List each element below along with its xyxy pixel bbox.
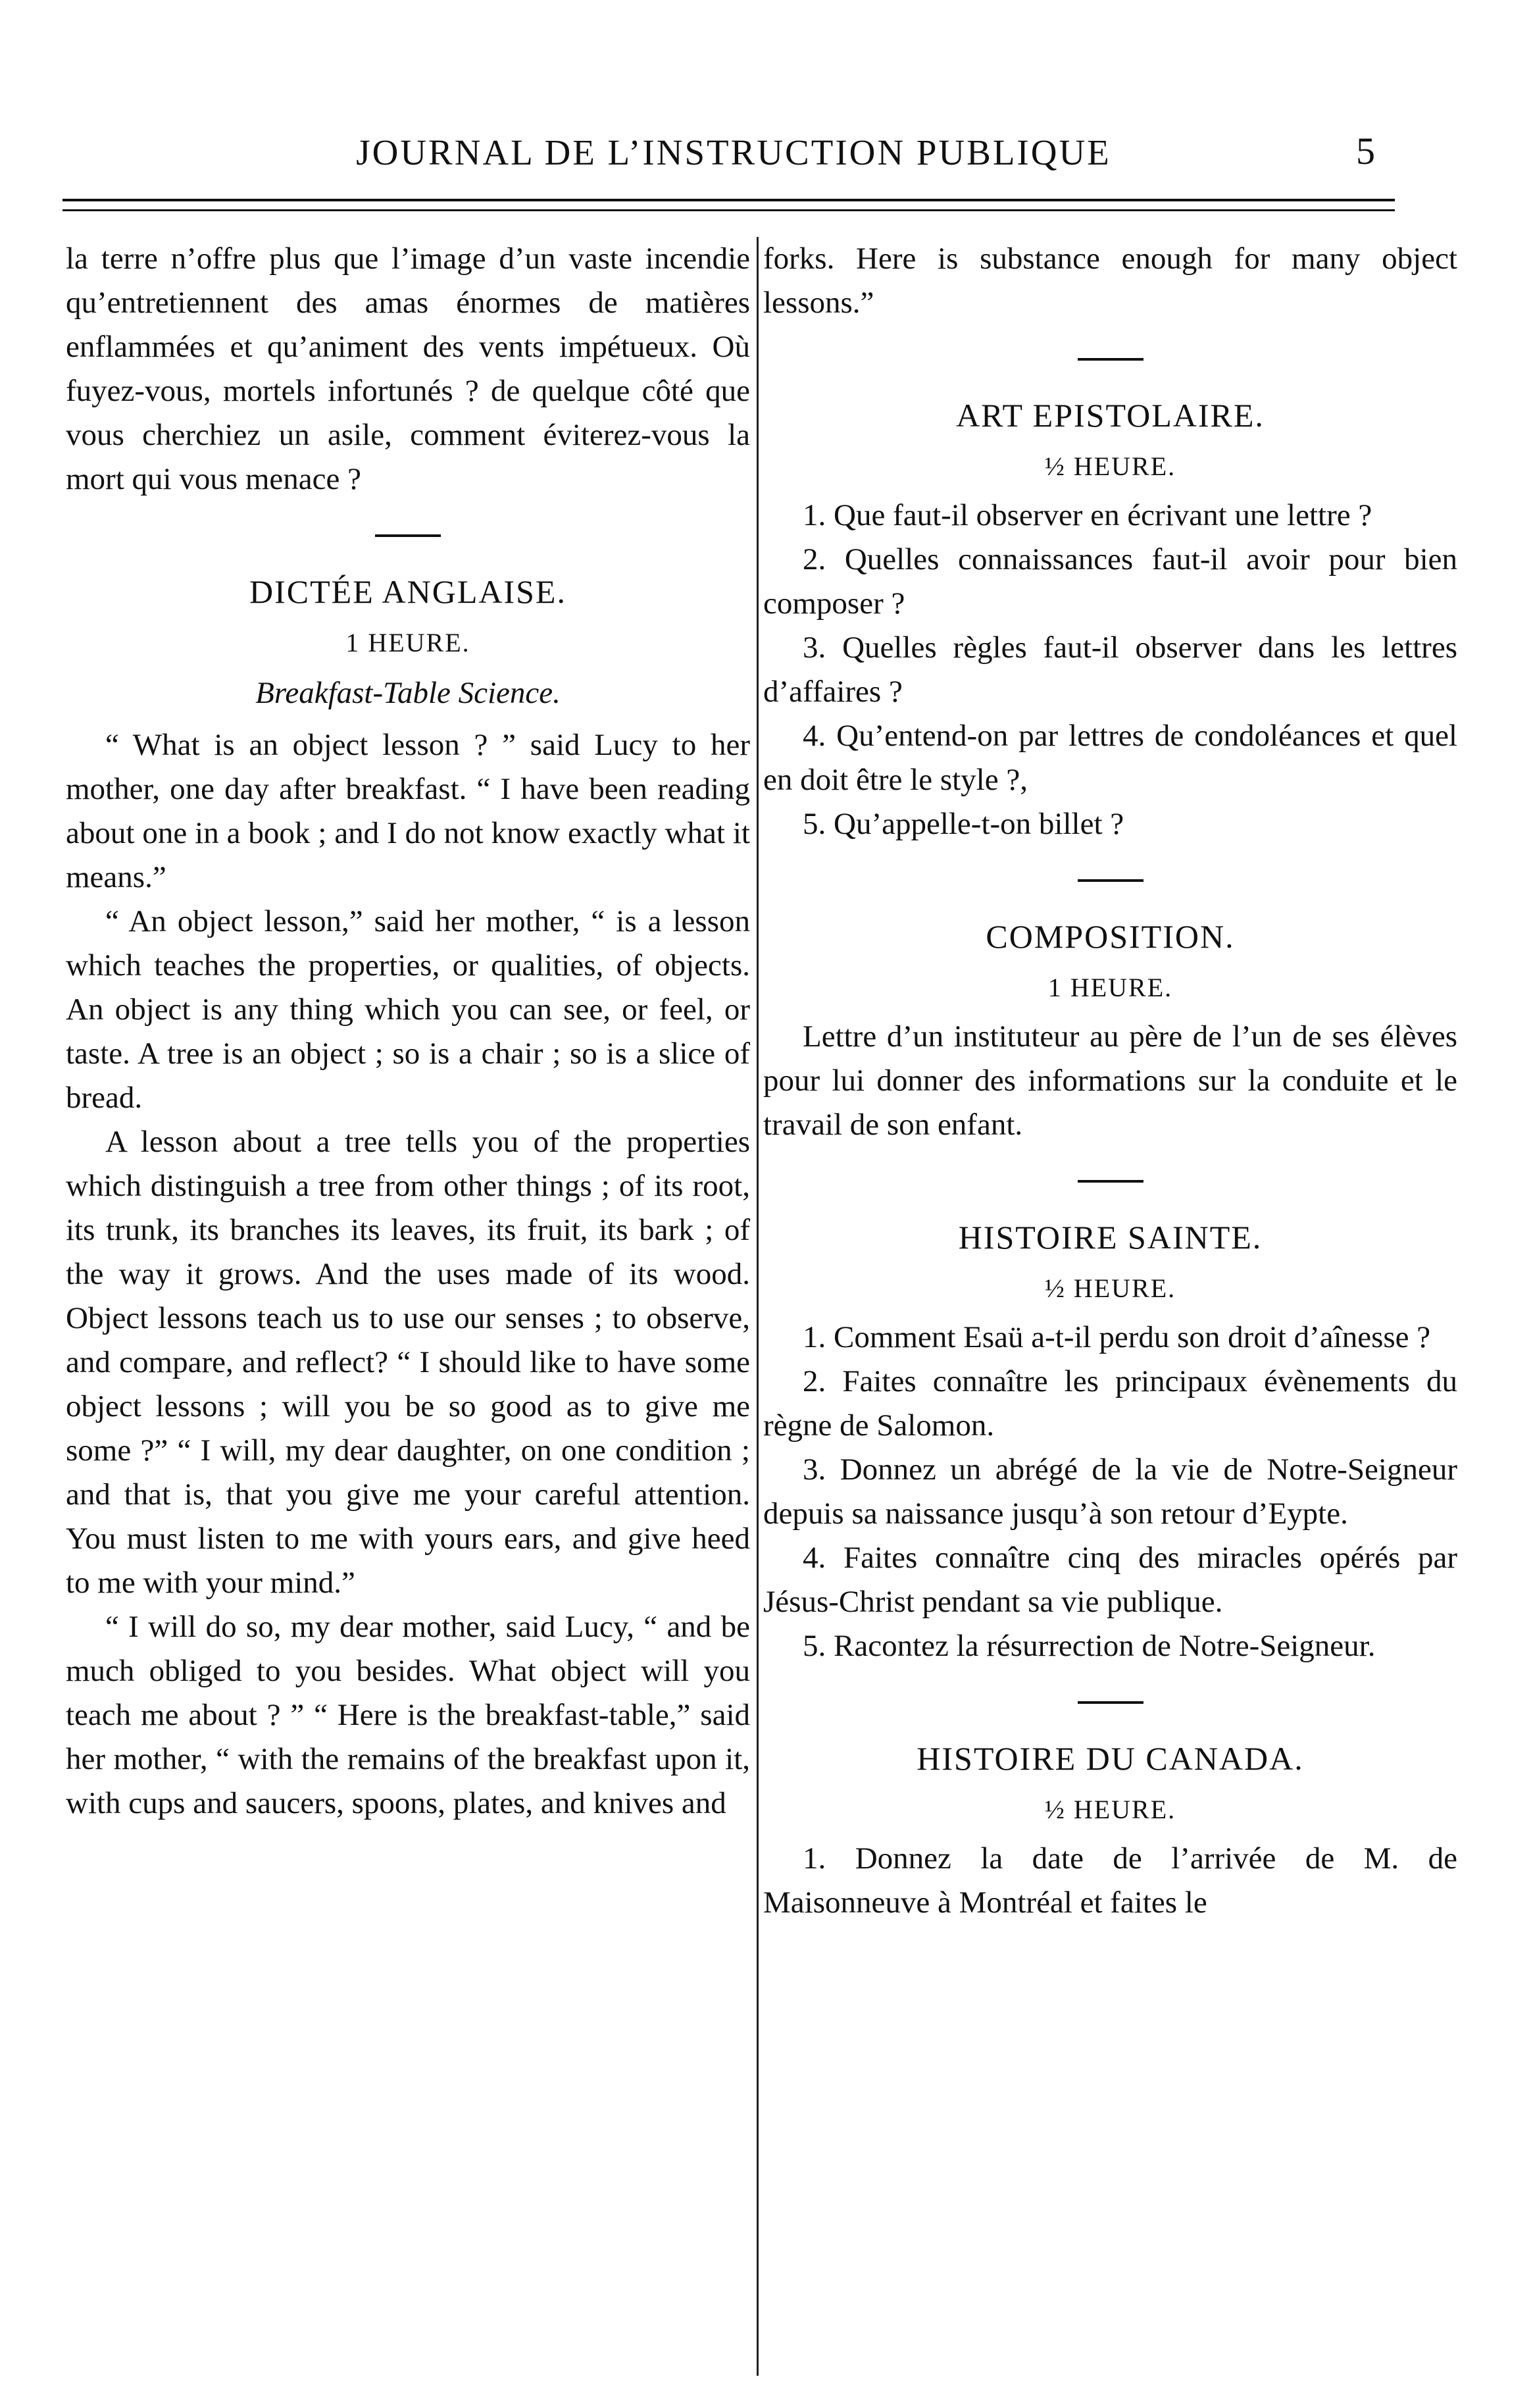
- dictee-subtitle: Breakfast-Table Science.: [255, 676, 561, 710]
- exam-question: 5. Qu’appelle-t-on billet ?: [803, 807, 1124, 841]
- intro-paragraph: la terre n’offre plus que l’image d’un vaste incendie qu’entretiennent des amas énormes de matières enflammées et qu’animent des vents impétueux. Où fuyez-vous, mortels infortunés ? de quelque côté que vous cherchiez un asile, comment éviterez-vous la mort qui vous menace ?: [66, 242, 750, 496]
- exam-question: 2. Quelles connaissances faut-il avoir pour bien composer ?: [763, 542, 1457, 621]
- dictee-paragraph: “ What is an object lesson ? ” said Lucy to her mother, one day after breakfast. “ I have been reading about one in a book ; and I do not know exactly what it means.”: [66, 728, 750, 894]
- section-duration: ½ HEURE.: [1044, 1273, 1176, 1303]
- exam-question: 4. Faites connaître cinq des miracles opérés par Jésus-Christ pendant sa vie publique.: [763, 1541, 1457, 1619]
- section-duration: ½ HEURE.: [1044, 1795, 1176, 1824]
- exam-question: 1. Donnez la date de l’arrivée de M. de Maisonneuve à Montréal et faites le: [763, 1841, 1457, 1920]
- section-duration: ½ HEURE.: [1044, 451, 1176, 481]
- right-column: [743, 237, 1457, 1925]
- running-head: [0, 125, 1533, 184]
- section-title-dictee-anglaise: DICTÉE ANGLAISE.: [249, 573, 566, 610]
- journal-title: JOURNAL DE L’INSTRUCTION PUBLIQUE: [356, 132, 1111, 172]
- section-separator: [1078, 1180, 1143, 1183]
- section-title-art-epistolaire: ART EPISTOLAIRE.: [956, 397, 1265, 434]
- header-rule-top: [63, 199, 1395, 201]
- section-title-composition: COMPOSITION.: [986, 918, 1235, 955]
- section-title-histoire-sainte: HISTOIRE SAINTE.: [958, 1219, 1263, 1256]
- dictee-paragraph: “ An object lesson,” said her mother, “ is a lesson which teaches the properties, or qualities, of objects. An object is any thing which you can see, or feel, or taste. A tree is an object ; so is a chair ; so is a slice of bread.: [66, 904, 750, 1115]
- section-separator: [1078, 879, 1143, 882]
- section-duration: 1 HEURE.: [345, 628, 470, 657]
- exam-question: 2. Faites connaître les principaux évènements du règne de Salomon.: [763, 1364, 1457, 1443]
- section-duration: 1 HEURE.: [1047, 973, 1173, 1002]
- page-number: 5: [1356, 130, 1375, 172]
- exam-question: 5. Racontez la résurrection de Notre-Seigneur.: [803, 1629, 1376, 1663]
- left-column: [66, 237, 750, 1826]
- dictee-paragraph: A lesson about a tree tells you of the properties which distinguish a tree from other things ; of its root, its trunk, its branches its leaves, its fruit, its bark ; of the way it grows. And the uses made of its wood. Object lessons teach us to use our senses ; to observe, and compare, and reflect? “ I should like to have some object lessons ; will you be so good as to give me some ?” “ I will, my dear daughter, on one condition ; and that is, that you give me your careful attention. You must listen to me with yours ears, and give heed to me with your mind.”: [66, 1125, 750, 1600]
- section-separator: [375, 534, 441, 537]
- exam-question: 3. Donnez un abrégé de la vie de Notre-Seigneur depuis sa naissance jusqu’à son retour d’Eypte.: [763, 1452, 1457, 1531]
- exam-question: 4. Qu’entend-on par lettres de condoléances et quel en doit être le style ?,: [763, 719, 1457, 797]
- exam-question: 1. Que faut-il observer en écrivant une lettre ?: [803, 498, 1372, 532]
- composition-text: Lettre d’un instituteur au père de l’un de ses élèves pour lui donner des informations sur la conduite et le travail de son enfant.: [763, 1019, 1457, 1142]
- dictee-paragraph: “ I will do so, my dear mother, said Lucy, “ and be much obliged to you besides. What object will you teach me about ? ” “ Here is the breakfast-table,” said her mother, “ with the remains of the breakfast upon it, with cups and saucers, spoons, plates, and knives and: [66, 1610, 750, 1820]
- header-rule-bottom: [63, 209, 1395, 211]
- section-title-histoire-du-canada: HISTOIRE DU CANADA.: [917, 1740, 1304, 1777]
- continuation-paragraph: forks. Here is substance enough for many object lessons.”: [763, 242, 1457, 320]
- exam-question: 3. Quelles règles faut-il observer dans les lettres d’affaires ?: [763, 630, 1457, 709]
- section-separator: [1078, 358, 1143, 361]
- section-separator: [1078, 1701, 1143, 1704]
- exam-question: 1. Comment Esaü a-t-il perdu son droit d’aînesse ?: [803, 1320, 1431, 1354]
